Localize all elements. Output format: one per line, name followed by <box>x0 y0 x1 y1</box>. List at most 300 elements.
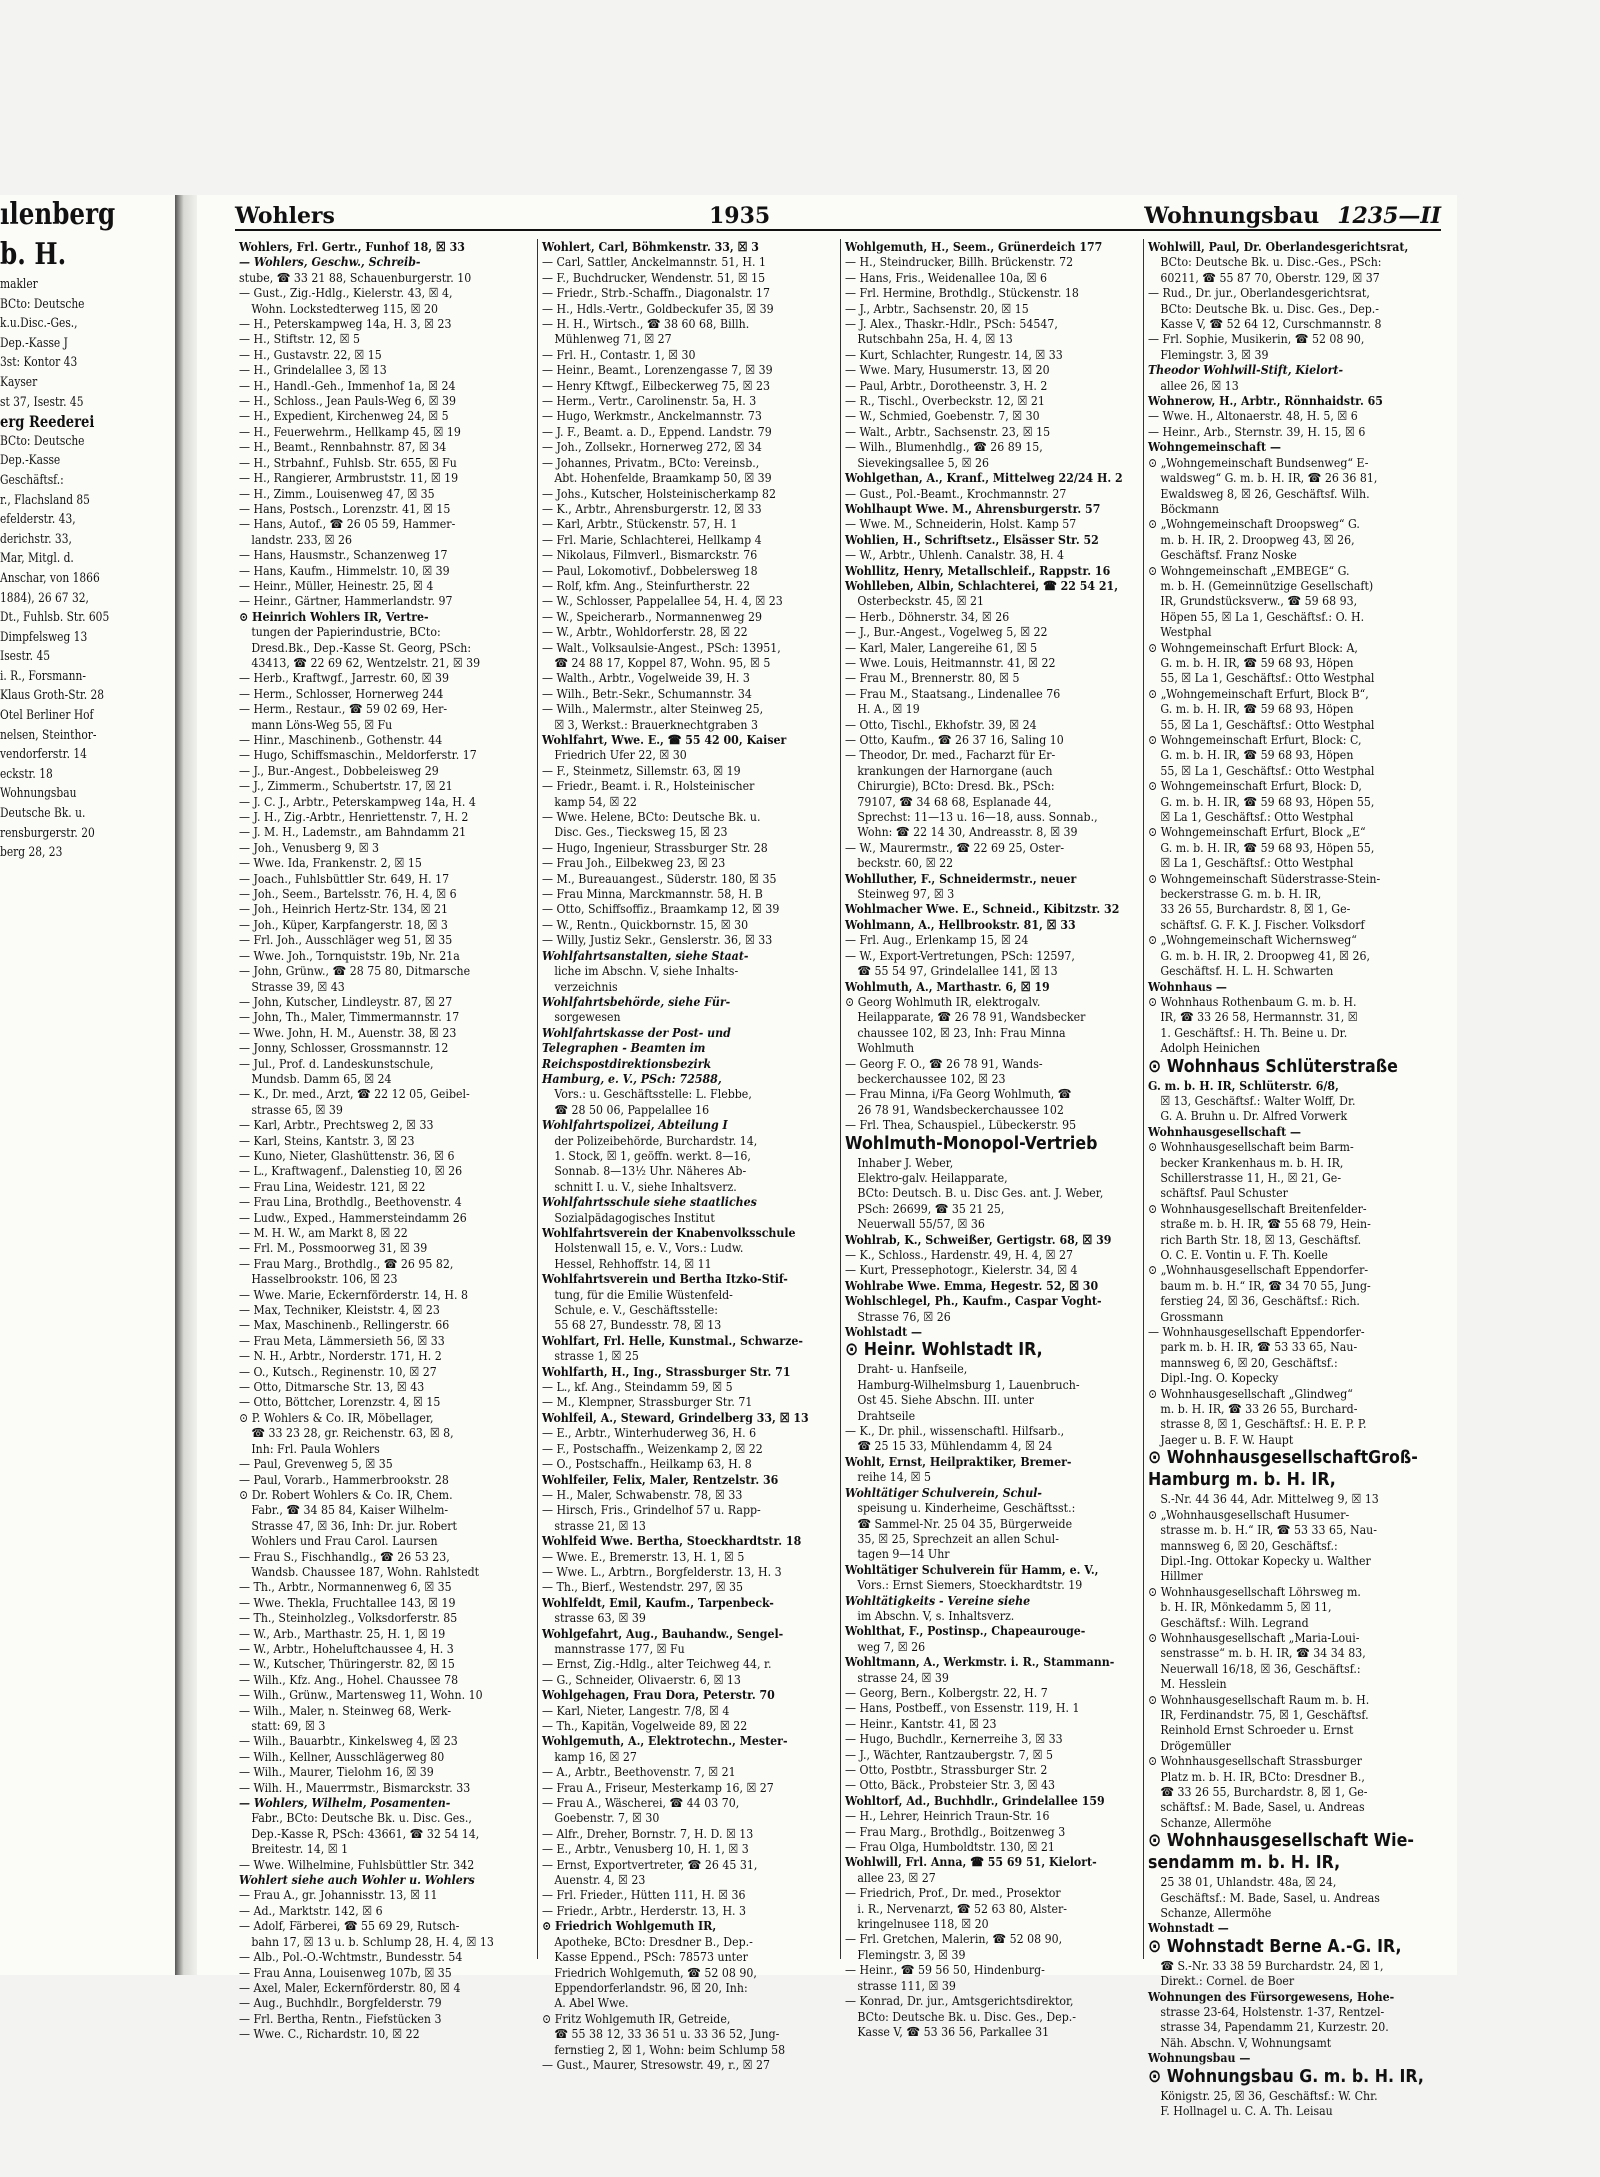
directory-entry: — H., Expedient, Kirchenweg 24, ☒ 5 <box>239 408 449 424</box>
directory-entry: — Paul, Arbtr., Dorotheenstr. 3, H. 2 <box>845 377 1048 393</box>
directory-entry: BCto: Deutsche Bk. u. Disc.-Ges., PSch: <box>1160 254 1382 270</box>
directory-entry: beckerchaussee 102, ☒ 23 <box>857 1070 1006 1086</box>
directory-entry: — Joh., Heinrich Hertz-Str. 134, ☒ 21 <box>239 901 448 917</box>
directory-entry: fernstieg 2, ☒ 1, Wohn: beim Schlump 58 <box>554 2041 786 2057</box>
directory-entry: — Frau Joh., Eilbekweg 23, ☒ 23 <box>542 855 726 871</box>
directory-entry: kamp 16, ☒ 27 <box>554 1748 637 1764</box>
left-page-line: 3st: Kontor 43 <box>0 355 78 371</box>
directory-entry: Strasse 39, ☒ 43 <box>251 978 345 994</box>
directory-entry: — Adolf, Färberei, ☎ 55 69 29, Rutsch- <box>239 1918 460 1934</box>
directory-entry: — Otto, Bäck., Probsteier Str. 3, ☒ 43 <box>845 1777 1055 1793</box>
header-year: 1935 <box>708 203 771 229</box>
directory-entry: ☎ 24 88 17, Koppel 87, Wohn. 95, ☒ 5 <box>554 654 771 670</box>
directory-entry: Wohlfeil, A., Steward, Grindelberg 33, ☒ 13 <box>542 1409 809 1425</box>
directory-entry: — Frl. M., Possmoorweg 31, ☒ 39 <box>239 1240 428 1256</box>
directory-entry: Mundsb. Damm 65, ☒ 24 <box>251 1070 392 1086</box>
directory-entry: — K., Schloss., Hardenstr. 49, H. 4, ☒ 27 <box>845 1247 1073 1262</box>
directory-entry: Wohlt, Ernst, Heilpraktiker, Bremer- <box>845 1453 1072 1469</box>
directory-entry: ⊙ Wohngemeinschaft Erfurt, Block: C, <box>1148 732 1362 747</box>
directory-entry: Sprechst: 11—13 u. 16—18, auss. Sonnab., <box>857 809 1098 825</box>
directory-entry: ⊙ Wohngemeinschaft Erfurt, Block „E“ <box>1148 824 1366 840</box>
directory-entry: — H., Strbahnf., Fuhlsb. Str. 655, ☒ Fu <box>239 454 457 470</box>
directory-entry: chaussee 102, ☒ 23, Inh: Frau Minna <box>857 1024 1066 1040</box>
directory-entry: Adolph Heinichen <box>1160 1040 1261 1056</box>
directory-entry: ⊙ Heinrich Wohlers IR, Vertre- <box>239 608 429 624</box>
left-page-line: Geschäftsf.: <box>0 472 64 488</box>
directory-entry: Wohlfahrtsbehörde, siehe Für- <box>542 993 731 1009</box>
left-page-line: Kayser <box>0 374 38 390</box>
directory-entry: ⊙ Wohnhausgesellschaft Breitenfelder- <box>1148 1200 1367 1216</box>
directory-entry: m. b. H. IR, 2. Droopweg 43, ☒ 26, <box>1160 531 1355 547</box>
directory-entry: — Kurt, Schlachter, Rungestr. 14, ☒ 33 <box>845 346 1063 362</box>
directory-entry: ⊙ Wohnhausgesellschaft Löhrsweg m. <box>1148 1583 1361 1599</box>
directory-entry: ⊙ Fritz Wohlgemuth IR, Getreide, <box>542 2010 731 2026</box>
directory-entry: Wohlmacher Wwe. E., Schneid., Kibitzstr. 32 <box>845 901 1120 917</box>
directory-entry: — H., Handl.-Geh., Immenhof 1a, ☒ 24 <box>239 377 456 393</box>
directory-entry: — Otto, Ditmarsche Str. 13, ☒ 43 <box>239 1379 425 1395</box>
directory-entry: Wohlgemuth, A., Elektrotechn., Mester- <box>542 1733 788 1749</box>
directory-entry: Jaeger u. B. F. W. Haupt <box>1160 1431 1294 1447</box>
directory-entry: Heilapparate, ☎ 26 78 91, Wandsbecker <box>857 1009 1086 1025</box>
directory-entry: — O., Kutsch., Reginenstr. 10, ☒ 27 <box>239 1363 437 1379</box>
directory-entry: landstr. 233, ☒ 26 <box>251 531 352 547</box>
left-page-line: derichstr. 33, <box>0 531 72 547</box>
directory-entry: m. b. H. (Gemeinnützige Gesellschaft) <box>1160 577 1374 593</box>
directory-entry: strasse 23-64, Holstenstr. 1-37, Rentzel- <box>1160 2004 1385 2020</box>
directory-entry: — Wilh., Grünw., Martensweg 11, Wohn. 10 <box>239 1687 483 1703</box>
directory-entry: — Hugo, Werkmstr., Anckelmannstr. 73 <box>542 408 762 424</box>
left-page-line: 1884), 26 67 32, <box>0 590 89 606</box>
directory-entry: kringelnusee 118, ☒ 20 <box>857 1916 989 1932</box>
directory-entry: Neuerwall 16/18, ☒ 36, Geschäftsf.: <box>1160 1660 1361 1676</box>
directory-entry: — Otto, Kaufm., ☎ 26 37 16, Saling 10 <box>845 732 1064 747</box>
directory-entry: — Wwe. Thekla, Fruchtallee 143, ☒ 19 <box>239 1594 456 1610</box>
directory-entry: — Karl, Maler, Langereihe 61, ☒ 5 <box>845 639 1038 655</box>
page-header <box>235 203 1441 231</box>
left-page-line: st 37, Isestr. 45 <box>0 394 84 410</box>
directory-column-3 <box>841 239 1144 2039</box>
directory-entry: IR, Ferdinandstr. 75, ☒ 1, Geschäftsf. <box>1160 1706 1369 1722</box>
directory-entry: Wohlluther, F., Schneidermstr., neuer <box>845 870 1077 886</box>
directory-entry: — Joh., Venusberg 9, ☒ 3 <box>239 839 380 855</box>
directory-entry: — Otto, Postbtr., Strassburger Str. 2 <box>845 1762 1048 1777</box>
directory-entry: — Ernst, Exportvertreter, ☎ 26 45 31, <box>542 1856 758 1872</box>
directory-entry: — O., Postschaffn., Heilkamp 63, H. 8 <box>542 1456 752 1472</box>
directory-entry: ferstieg 24, ☒ 36, Geschäftsf.: Rich. <box>1160 1293 1360 1309</box>
directory-entry: waldsweg“ G. m. b. H. IR, ☎ 26 36 81, <box>1160 470 1378 486</box>
directory-entry: — Friedr., Arbtr., Herderstr. 13, H. 3 <box>542 1902 747 1918</box>
directory-column-4 <box>1144 239 1447 2119</box>
directory-entry: G. m. b. H. IR, ☎ 59 68 93, Höpen <box>1160 701 1354 717</box>
directory-entry: ☎ 33 23 28, gr. Reichenstr. 63, ☒ 8, <box>251 1425 454 1441</box>
directory-entry: — H., Hdls.-Vertr., Goldbeckufer 35, ☒ 39 <box>542 300 774 316</box>
directory-entry: — Nikolaus, Filmverl., Bismarckstr. 76 <box>542 547 758 563</box>
directory-entry: — K., Dr. phil., wissenschaftl. Hilfsarb., <box>845 1423 1065 1439</box>
directory-entry: Apotheke, BCto: Dresdner B., Dep.- <box>554 1933 753 1949</box>
directory-entry: 43413, ☎ 22 69 62, Wentzelstr. 21, ☒ 39 <box>251 654 481 670</box>
directory-entry: — Wwe. Mary, Husumerstr. 13, ☒ 20 <box>845 362 1050 378</box>
directory-entry: Wohngemeinschaft — <box>1148 439 1281 455</box>
directory-entry: — Ad., Marktstr. 142, ☒ 6 <box>239 1902 383 1918</box>
directory-entry: ⊙ Heinr. Wohlstadt IR, <box>845 1339 1043 1361</box>
directory-entry: — Wwe. M., Schneiderin, Holst. Kamp 57 <box>845 516 1077 532</box>
directory-entry: Wohnhausgesellschaft — <box>1148 1123 1302 1139</box>
directory-entry: — W., Export-Vertretungen, PSch: 12597, <box>845 947 1075 963</box>
directory-entry: Kasse Eppend., PSch: 78573 unter <box>554 1949 748 1965</box>
directory-entry: beckstr. 60, ☒ 22 <box>857 855 954 871</box>
directory-entry: krankungen der Harnorgane (auch <box>857 762 1053 778</box>
directory-entry: — Otto, Schiffsoffiz., Braamkamp 12, ☒ 39 <box>542 901 780 917</box>
directory-entry: — J., Bur.-Angest., Dobbeleisweg 29 <box>239 762 439 778</box>
directory-entry: Holstenwall 15, e. V., Vors.: Ludw. <box>554 1240 744 1256</box>
directory-entry: Wohlfahrtsverein und Bertha Itzko-Stif- <box>542 1271 788 1287</box>
directory-entry: strasse 111, ☒ 39 <box>857 1977 956 1993</box>
directory-entry: — H., Schloss., Jean Pauls-Weg 6, ☒ 39 <box>239 393 456 409</box>
directory-entry: Wohlhaupt Wwe. M., Ahrensburgerstr. 57 <box>845 500 1101 516</box>
directory-entry: Dipl.-Ing. Ottokar Kopecky u. Walther <box>1160 1552 1371 1568</box>
directory-entry: Wohllitz, Henry, Metallschleif., Rappstr. 16 <box>845 562 1111 578</box>
directory-entry: Sievekingsallee 5, ☒ 26 <box>857 454 990 470</box>
directory-entry: IR, Grundstücksverw., ☎ 59 68 93, <box>1160 593 1358 609</box>
directory-entry: — W., Arbtr., Wohldorferstr. 28, ☒ 22 <box>542 624 748 640</box>
directory-entry: stube, ☎ 33 21 88, Schauenburgerstr. 10 <box>239 269 472 285</box>
directory-entry: — Gust., Pol.-Beamt., Krochmannstr. 27 <box>845 485 1067 501</box>
directory-entry: statt: 69, ☒ 3 <box>251 1718 326 1733</box>
directory-entry: IR, ☎ 33 26 58, Hermannstr. 31, ☒ <box>1160 1009 1358 1025</box>
directory-entry: Fabr., BCto: Deutsche Bk. u. Disc. Ges., <box>251 1810 472 1826</box>
left-page-line: berg 28, 23 <box>0 845 63 861</box>
directory-entry: Direkt.: Cornel. de Boer <box>1160 1973 1295 1989</box>
directory-entry: b. H. IR, Mönkedamm 5, ☒ 11, <box>1160 1599 1332 1615</box>
directory-column-1 <box>235 239 538 2042</box>
directory-entry: ☎ 25 15 33, Mühlendamm 4, ☒ 24 <box>857 1438 1053 1454</box>
directory-entry: BCto: Deutsche Bk. u. Disc. Ges., Dep.- <box>1160 300 1379 316</box>
directory-entry: — Frau M., Brennerstr. 80, ☒ 5 <box>845 670 1020 686</box>
directory-entry: ⊙ Friedrich Wohlgemuth IR, <box>542 1918 717 1934</box>
directory-entry: — Joh., Seem., Bartelsstr. 76, H. 4, ☒ 6 <box>239 886 457 902</box>
directory-entry: — H. H., Wirtsch., ☎ 38 60 68, Billh. <box>542 316 750 332</box>
directory-entry: — Aug., Buchhdlr., Borgfelderstr. 79 <box>239 1995 442 2011</box>
directory-entry: — Wwe. Joh., Tornquiststr. 19b, Nr. 21a <box>239 947 460 963</box>
directory-entry: Kasse V, ☎ 52 64 12, Curschmannstr. 8 <box>1160 316 1382 332</box>
directory-entry: ⊙ „Wohngemeinschaft Bundsenweg“ E- <box>1148 454 1369 470</box>
directory-entry: — Hans, Hausmstr., Schanzenweg 17 <box>239 547 448 563</box>
directory-entry: — F., Steinmetz, Sillemstr. 63, ☒ 19 <box>542 762 741 778</box>
directory-entry: — Max, Techniker, Kleiststr. 4, ☒ 23 <box>239 1302 440 1318</box>
directory-entry: 1. Stock, ☒ 1, geöffn. werkt. 8—16, <box>554 1147 751 1163</box>
directory-entry: — Heinr., Kantstr. 41, ☒ 23 <box>845 1715 997 1731</box>
left-page-line: Dep.-Kasse <box>0 453 61 469</box>
directory-entry: BCto: Deutsche Bk. u. Disc. Ges., Dep.- <box>857 2008 1076 2024</box>
left-page-line: ılenberg <box>0 197 116 232</box>
directory-entry: — Wohnhausgesellschaft Eppendorfer- <box>1148 1324 1365 1340</box>
directory-entry: ☒ La 1, Geschäftsf.: Otto Westphal <box>1160 855 1354 871</box>
left-page-line: Mar, Mitgl. d. <box>0 551 74 567</box>
left-page-line: Dt., Fuhlsb. Str. 605 <box>0 610 110 626</box>
directory-entry: Wohltmann, A., Werkmstr. i. R., Stammann- <box>845 1654 1115 1670</box>
directory-entry: — W., Maurermstr., ☎ 22 69 25, Oster- <box>845 839 1065 855</box>
directory-entry: — M. H. W., am Markt 8, ☒ 22 <box>239 1225 408 1240</box>
directory-entry: ⊙ Wohnhausgesellschaft Wie- <box>1148 1830 1414 1852</box>
directory-entry: Westphal <box>1160 624 1212 640</box>
directory-entry: Dresd.Bk., Dep.-Kasse St. Georg, PSch: <box>251 639 472 655</box>
directory-entry: — Wilh., Betr.-Sekr., Schumannstr. 34 <box>542 685 752 701</box>
directory-entry: — H., Zimm., Louisenweg 47, ☒ 35 <box>239 485 435 501</box>
directory-entry: Elektro-galv. Heilapparate, <box>857 1169 1008 1185</box>
directory-entry: schäftsf. G. F. K. J. Fischer. Volksdorf <box>1160 916 1365 932</box>
directory-entry: Wohnerow, H., Arbtr., Rönnhaidstr. 65 <box>1148 393 1383 409</box>
directory-entry: Wohlthat, F., Postinsp., Chapeaurouge- <box>845 1623 1086 1639</box>
directory-entry: — Gust., Zig.-Hdlg., Kielerstr. 43, ☒ 4, <box>239 285 453 301</box>
directory-entry: — Alb., Pol.-O.-Wchtmstr., Bundesstr. 54 <box>239 1949 463 1965</box>
directory-entry: Schanze, Allermöhe <box>1160 1905 1272 1921</box>
directory-entry: — Wilh., Kellner, Ausschlägerweg 80 <box>239 1748 445 1764</box>
directory-entry: — H., Peterskampweg 14a, H. 3, ☒ 23 <box>239 316 452 332</box>
directory-entry: — N. H., Arbtr., Norderstr. 171, H. 2 <box>239 1348 442 1364</box>
directory-entry: Wohnungen des Fürsorgewesens, Hohe- <box>1148 1988 1395 2004</box>
directory-entry: ⊙ „Wohngemeinschaft Erfurt, Block B“, <box>1148 685 1369 701</box>
directory-entry: — Frau A., gr. Johannisstr. 13, ☒ 11 <box>239 1887 438 1903</box>
directory-entry: strasse 63, ☒ 39 <box>554 1610 646 1626</box>
directory-entry: ⊙ Georg Wohlmuth IR, elektrogalv. <box>845 993 1041 1009</box>
directory-entry: beckerstrasse G. m. b. H. IR, <box>1160 886 1322 902</box>
directory-entry: — Herm., Schlosser, Hornerweg 244 <box>239 685 444 701</box>
left-page-line: makler <box>0 277 38 292</box>
directory-entry: — L., kf. Ang., Steindamm 59, ☒ 5 <box>542 1379 733 1395</box>
directory-entry: Wohltätiger Schulverein, Schul- <box>845 1484 1042 1500</box>
directory-entry: — Georg, Bern., Kolbergstr. 22, H. 7 <box>845 1684 1048 1700</box>
directory-entry: — W., Schmied, Goebenstr. 7, ☒ 30 <box>845 408 1040 424</box>
directory-entry: Wohnstadt — <box>1148 1920 1229 1936</box>
directory-entry: — Wilh., Blumenhdlg., ☎ 26 89 15, <box>845 439 1043 455</box>
left-page-line: rensburgerstr. 20 <box>0 825 95 841</box>
directory-entry: — Kurt, Pressephotogr., Kielerstr. 34, ☒ 4 <box>845 1262 1078 1278</box>
directory-entry: Chirurgie), BCto: Dresd. Bk., PSch: <box>857 778 1055 794</box>
directory-entry: — A., Arbtr., Beethovenstr. 7, ☒ 21 <box>542 1764 736 1780</box>
directory-entry: Draht- u. Hanfseile, <box>857 1361 968 1377</box>
directory-entry: Hasselbrookstr. 106, ☒ 23 <box>251 1271 398 1287</box>
directory-entry: ⊙ Wohngemeinschaft „EMBEGE“ G. <box>1148 562 1350 578</box>
directory-entry: — Rud., Dr. jur., Oberlandesgerichtsrat, <box>1148 285 1370 301</box>
directory-entry: — Henry Kftwgf., Eilbeckerweg 75, ☒ 23 <box>542 377 771 393</box>
directory-entry: Wohlschlegel, Ph., Kaufm., Caspar Voght- <box>845 1293 1102 1309</box>
left-page-line: Deutsche Bk. u. <box>0 806 86 822</box>
directory-entry: G. m. b. H. IR, ☎ 59 68 93, Höpen <box>1160 747 1354 763</box>
directory-entry: baum m. b. H.“ IR, ☎ 34 70 55, Jung- <box>1160 1277 1371 1293</box>
directory-entry: Ost 45. Siehe Abschn. III. unter <box>857 1392 1034 1408</box>
book-gutter <box>175 195 197 1975</box>
directory-entry: strasse 65, ☒ 39 <box>251 1101 343 1117</box>
left-page-line: Dimpfelsweg 13 <box>0 629 88 645</box>
directory-entry: — Karl, Nieter, Langestr. 7/8, ☒ 4 <box>542 1702 730 1718</box>
directory-entry: Flemingstr. 3, ☒ 39 <box>857 1946 966 1962</box>
directory-entry: Wohlert, Carl, Böhmkenstr. 33, ☒ 3 <box>542 239 759 254</box>
directory-entry: — Paul, Grevenweg 5, ☒ 35 <box>239 1456 393 1472</box>
directory-entry: Wohn. Lockstedterweg 115, ☒ 20 <box>251 300 439 316</box>
directory-entry: G. m. b. H. IR, ☎ 59 68 93, Höpen 55, <box>1160 839 1375 855</box>
directory-entry: PSch: 26699, ☎ 35 21 25, <box>857 1200 1005 1216</box>
directory-entry: Dipl.-Ing. O. Kopecky <box>1160 1370 1279 1386</box>
directory-entry: — Frau Marg., Brothdlg., ☎ 26 95 82, <box>239 1255 454 1271</box>
directory-entry: senstrasse“ m. b. H. IR, ☎ 34 34 83, <box>1160 1645 1366 1661</box>
directory-column-2 <box>538 239 841 2072</box>
directory-entry: Grossmann <box>1160 1308 1224 1324</box>
directory-entry: M. Hesslein <box>1160 1676 1227 1692</box>
directory-entry: — Johs., Kutscher, Holsteinischerkamp 82 <box>542 485 776 501</box>
directory-entry: Wohlmuth, A., Marthastr. 6, ☒ 19 <box>845 978 1050 994</box>
directory-entry: — Frau Lina, Brothdlg., Beethovenstr. 4 <box>239 1194 462 1210</box>
directory-entry: — H., Feuerwehrm., Hellkamp 45, ☒ 19 <box>239 423 461 439</box>
directory-entry: ⊙ Wohnhausgesellschaft beim Barm- <box>1148 1139 1354 1155</box>
directory-entry: Sozialpädagogisches Institut <box>554 1209 715 1225</box>
directory-entry: ⊙ „Wohngemeinschaft Wichernsweg“ <box>1148 932 1357 948</box>
directory-entry: — Wohlers, Wilhelm, Posamenten- <box>239 1795 451 1811</box>
directory-entry: — Jul., Prof. d. Landeskunstschule, <box>239 1055 434 1071</box>
directory-entry: — Wwe. Ida, Frankenstr. 2, ☒ 15 <box>239 855 422 871</box>
directory-entry: — Jonny, Schlosser, Grossmannstr. 12 <box>239 1040 449 1056</box>
directory-entry: 55, ☒ La 1, Geschäftsf.: Otto Westphal <box>1160 716 1375 732</box>
directory-entry: — Karl, Arbtr., Stückenstr. 57, H. 1 <box>542 516 738 532</box>
directory-entry: Drahtseile <box>857 1407 916 1423</box>
directory-entry: ⊙ Wohnstadt Berne A.-G. IR, <box>1148 1935 1402 1957</box>
directory-entry: — Hugo, Schiffsmaschin., Meldorferstr. 17 <box>239 747 477 763</box>
directory-entry: — Wilh., Malermstr., alter Steinweg 25, <box>542 701 764 717</box>
directory-entry: — Carl, Sattler, Anckelmannstr. 51, H. 1 <box>542 254 766 270</box>
directory-entry: — Willy, Justiz Sekr., Genslerstr. 36, ☒ 33 <box>542 932 773 948</box>
directory-entry: — Wwe. L., Arbtrn., Borgfelderstr. 13, H. 3 <box>542 1563 782 1579</box>
directory-entry: — K., Arbtr., Ahrensburgerstr. 12, ☒ 33 <box>542 500 762 516</box>
directory-entry: Wohltorf, Ad., Buchhdlr., Grindelallee 159 <box>845 1792 1105 1808</box>
directory-entry: schäftsf. Paul Schuster <box>1160 1185 1288 1201</box>
directory-entry: 55, ☒ La 1, Geschäftsf.: Otto Westphal <box>1160 762 1375 778</box>
directory-entry: Inh: Frl. Paula Wohlers <box>251 1440 380 1456</box>
directory-entry: — E., Arbtr., Winterhuderweg 36, H. 6 <box>542 1425 757 1441</box>
directory-entry: Wohlrab, K., Schweißer, Gertigstr. 68, ☒ 39 <box>845 1231 1112 1247</box>
left-page-line: BCto: Deutsche <box>0 296 85 312</box>
directory-entry: Osterbeckstr. 45, ☒ 21 <box>857 593 985 609</box>
directory-entry: Wohlwill, Frl. Anna, ☎ 55 69 51, Kielort- <box>845 1854 1097 1870</box>
directory-entry: — Wwe. C., Richardstr. 10, ☒ 22 <box>239 2026 420 2042</box>
directory-entry: strasse 24, ☒ 39 <box>857 1669 949 1685</box>
directory-entry: bahn 17, ☒ 13 u. b. Schlump 28, H. 4, ☒ 13 <box>251 1933 494 1949</box>
directory-entry: Wohlfahrtsschule siehe staatliches <box>542 1194 757 1210</box>
directory-entry: — F., Postschaffn., Weizenkamp 2, ☒ 22 <box>542 1440 763 1456</box>
left-page-line: Wohnungsbau <box>0 786 77 802</box>
directory-entry: — Wwe. Marie, Eckernförderstr. 14, H. 8 <box>239 1286 468 1302</box>
directory-entry: Wohlstadt — <box>845 1324 922 1340</box>
directory-entry: strasse 8, ☒ 1, Geschäftsf.: H. E. P. P. <box>1160 1416 1367 1432</box>
directory-entry: Wohlgefahrt, Aug., Bauhandw., Sengel- <box>542 1625 784 1641</box>
directory-entry: ☒ La 1, Geschäftsf.: Otto Westphal <box>1160 809 1354 825</box>
directory-entry: — Wilh., Bauarbtr., Kinkelsweg 4, ☒ 23 <box>239 1733 458 1749</box>
directory-entry: — Frl. Joh., Ausschläger weg 51, ☒ 35 <box>239 932 453 948</box>
directory-entry: ☎ Sammel-Nr. 25 04 35, Bürgerweide <box>857 1515 1073 1531</box>
directory-entry: — Frl. Gretchen, Malerin, ☎ 52 08 90, <box>845 1931 1063 1947</box>
directory-entry: park m. b. H. IR, ☎ 53 33 65, Nau- <box>1160 1339 1358 1355</box>
previous-page-strip <box>0 195 177 1975</box>
directory-entry: strasse 21, ☒ 13 <box>554 1517 646 1533</box>
directory-entry: — Herb., Kraftwgf., Jarrestr. 60, ☒ 39 <box>239 670 449 686</box>
directory-entry: ⊙ WohnhausgesellschaftGroß- <box>1148 1447 1418 1469</box>
directory-entry: ⊙ Wohnhausgesellschaft „Glindweg“ <box>1148 1385 1353 1401</box>
directory-entry: Wohlfahrt, Wwe. E., ☎ 55 42 00, Kaiser <box>542 732 787 747</box>
directory-entry: — Rolf, kfm. Ang., Steinfurtherstr. 22 <box>542 577 751 593</box>
directory-entry: Schillerstrasse 11, H., ☒ 21, Ge- <box>1160 1169 1342 1185</box>
directory-entry: 26 78 91, Wandsbeckerchaussee 102 <box>857 1101 1064 1117</box>
directory-entry: Geschäftsf. Franz Noske <box>1160 547 1297 563</box>
directory-entry: — Heinr., Arb., Sternstr. 39, H. 15, ☒ 6 <box>1148 423 1366 439</box>
directory-entry: — J. H., Zig.-Arbtr., Henriettenstr. 7, H. 2 <box>239 809 469 825</box>
directory-entry: — Th., Bierf., Westendstr. 297, ☒ 35 <box>542 1579 744 1595</box>
directory-entry: Wohlwill, Paul, Dr. Oberlandesgerichtsrat, <box>1148 239 1409 254</box>
directory-entry: 25 38 01, Uhlandstr. 48a, ☒ 24, <box>1160 1874 1337 1890</box>
directory-entry: — Frl. Sophie, Musikerin, ☎ 52 08 90, <box>1148 331 1365 347</box>
directory-entry: — Joh., Küper, Karpfangerstr. 18, ☒ 3 <box>239 916 448 932</box>
directory-entry: — Wwe. Helene, BCto: Deutsche Bk. u. <box>542 809 761 825</box>
directory-entry: — J. C. J., Arbtr., Peterskampweg 14a, H. 4 <box>239 793 476 809</box>
directory-entry: speisung u. Kinderheime, Geschäftsst.: <box>857 1500 1076 1516</box>
directory-entry: — H., Lehrer, Heinrich Traun-Str. 16 <box>845 1808 1050 1824</box>
left-page-line: b. H. <box>0 237 67 272</box>
directory-entry: — Paul, Vorarb., Hammerbrookstr. 28 <box>239 1471 449 1487</box>
directory-entry: im Abschn. V, s. Inhaltsverz. <box>857 1607 1015 1623</box>
directory-entry: der Polizeibehörde, Burchardstr. 14, <box>554 1132 758 1148</box>
directory-entry: — Frau A., Wäscherei, ☎ 44 03 70, <box>542 1795 740 1811</box>
directory-entry: 60211, ☎ 55 87 70, Oberstr. 129, ☒ 37 <box>1160 269 1380 285</box>
directory-entry: Wohlers und Frau Carol. Laursen <box>251 1533 438 1549</box>
directory-entry: Näh. Abschn. V, Wohnungsamt <box>1160 2034 1332 2050</box>
directory-entry: — Friedr., Strb.-Schaffn., Diagonalstr. 17 <box>542 285 771 301</box>
directory-entry: ⊙ „Wohnhausgesellschaft Husumer- <box>1148 1506 1350 1522</box>
directory-entry: O. C. E. Vontin u. F. Th. Koelle <box>1160 1247 1328 1262</box>
directory-entry: kamp 54, ☒ 22 <box>554 793 637 809</box>
directory-entry: S.-Nr. 44 36 44, Adr. Mittelweg 9, ☒ 13 <box>1160 1491 1379 1507</box>
directory-entry: mannsweg 6, ☒ 20, Geschäftsf.: <box>1160 1354 1338 1370</box>
directory-entry: — Heinr., ☎ 59 56 50, Hindenburg- <box>845 1962 1045 1978</box>
directory-entry: Fabr., ☎ 34 85 84, Kaiser Wilhelm- <box>251 1502 449 1518</box>
directory-entry: — J., Wächter, Rantzaubergstr. 7, ☒ 5 <box>845 1746 1054 1762</box>
directory-entry: becker Krankenhaus m. b. H. IR, <box>1160 1154 1344 1170</box>
directory-entry: — J., Zimmerm., Schubertstr. 17, ☒ 21 <box>239 778 453 794</box>
directory-entry: — Otto, Tischl., Ekhofstr. 39, ☒ 24 <box>845 716 1037 732</box>
directory-entry: — Hugo, Ingenieur, Strassburger Str. 28 <box>542 839 768 855</box>
directory-entry: — Frau A., Friseur, Mesterkamp 16, ☒ 27 <box>542 1779 774 1795</box>
directory-entry: — Ernst, Zig.-Hdlg., alter Teichweg 44, r. <box>542 1656 772 1672</box>
directory-entry: — Heinr., Beamt., Lorenzengasse 7, ☒ 39 <box>542 362 773 378</box>
directory-entry: Geschäftsf. H. L. H. Schwarten <box>1160 963 1334 979</box>
directory-entry: G. m. b. H. IR, 2. Droopweg 41, ☒ 26, <box>1160 947 1371 963</box>
directory-entry: — W., Arbtr., Hoheluftchaussee 4, H. 3 <box>239 1640 454 1656</box>
directory-entry: Wohlien, H., Schriftsetz., Elsässer Str. 52 <box>845 531 1099 547</box>
directory-entry: — J. M. H., Lademstr., am Bahndamm 21 <box>239 824 467 840</box>
directory-entry: — Th., Kapitän, Vogelweide 89, ☒ 22 <box>542 1718 748 1733</box>
left-page-line: Dep.-Kasse J <box>0 335 68 351</box>
directory-entry: 55, ☒ La 1, Geschäftsf.: Otto Westphal <box>1160 670 1375 686</box>
directory-entry: allee 26, ☒ 13 <box>1160 377 1239 393</box>
directory-entry: — Wwe. E., Bremerstr. 13, H. 1, ☒ 5 <box>542 1548 745 1564</box>
directory-entry: — Frau Minna, i/Fa Georg Wohlmuth, ☎ <box>845 1086 1072 1102</box>
directory-entry: Wohlgemuth, H., Seem., Grünerdeich 177 <box>845 239 1103 254</box>
directory-entry: — Konrad, Dr. jur., Amtsgerichtsdirektor, <box>845 1993 1074 2009</box>
directory-entry: — M., Klempner, Strassburger Str. 71 <box>542 1394 753 1410</box>
header-page-number: 1235—II <box>1337 203 1441 229</box>
directory-entry: — J., Arbtr., Sachsenstr. 20, ☒ 15 <box>845 300 1029 316</box>
directory-entry: Geschäftsf.: Wilh. Legrand <box>1160 1614 1309 1630</box>
directory-entry: — Max, Maschinenb., Rellingerstr. 66 <box>239 1317 450 1333</box>
directory-entry: Auenstr. 4, ☒ 23 <box>554 1872 646 1888</box>
directory-entry: Kasse V, ☎ 53 36 56, Parkallee 31 <box>857 2023 1050 2039</box>
directory-entry: — H., Maler, Schwabenstr. 78, ☒ 33 <box>542 1486 743 1502</box>
